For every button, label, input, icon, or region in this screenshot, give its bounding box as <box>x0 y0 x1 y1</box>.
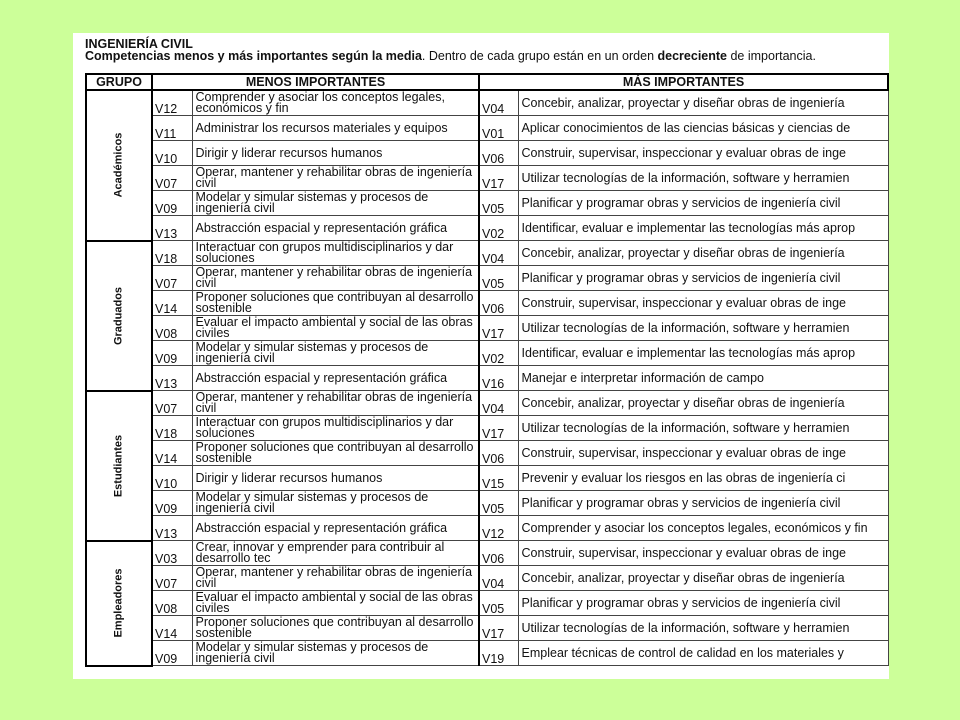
more-description: Construir, supervisar, inspeccionar y evaluar obras de inge <box>518 141 888 166</box>
table-row <box>86 391 888 416</box>
less-description: Modelar y simular sistemas y procesos de ingeniería civil <box>192 491 479 516</box>
less-description: Abstracción espacial y representación gráfica <box>192 366 479 391</box>
table-row <box>86 166 888 191</box>
document-subtitle <box>85 50 885 62</box>
less-description: Proponer soluciones que contribuyan al desarrollo sostenible <box>192 291 479 316</box>
more-description: Construir, supervisar, inspeccionar y evaluar obras de inge <box>518 541 888 566</box>
table-row <box>86 341 888 366</box>
more-code: V04 <box>479 566 518 591</box>
less-description: Operar, mantener y rehabilitar obras de ingeniería civil <box>192 166 479 191</box>
group-label: Estudiantes <box>112 434 125 497</box>
more-code: V05 <box>479 591 518 616</box>
more-description: Concebir, analizar, proyectar y diseñar obras de ingeniería <box>518 566 888 591</box>
subtitle-bold-2: decreciente <box>657 49 727 63</box>
less-description: Proponer soluciones que contribuyan al desarrollo sostenible <box>192 441 479 466</box>
less-description: Dirigir y liderar recursos humanos <box>192 141 479 166</box>
less-description: Operar, mantener y rehabilitar obras de ingeniería civil <box>192 566 479 591</box>
table-row <box>86 441 888 466</box>
less-description: Operar, mantener y rehabilitar obras de ingeniería civil <box>192 266 479 291</box>
less-description: Administrar los recursos materiales y equipos <box>192 116 479 141</box>
more-code: V17 <box>479 316 518 341</box>
less-description: Comprender y asociar los conceptos legales, económicos y fin <box>192 90 479 116</box>
more-code: V17 <box>479 616 518 641</box>
more-code: V06 <box>479 291 518 316</box>
less-description: Operar, mantener y rehabilitar obras de ingeniería civil <box>192 391 479 416</box>
table-row <box>86 291 888 316</box>
subtitle-text: . Dentro de cada grupo están en un orden <box>421 49 658 63</box>
table-row <box>86 366 888 391</box>
table-body <box>86 90 888 666</box>
document-title: INGENIERÍA CIVIL <box>85 37 193 51</box>
more-description: Manejar e interpretar información de campo <box>518 366 888 391</box>
less-description: Crear, innovar y emprender para contribuir al desarrollo tec <box>192 541 479 566</box>
less-code: V18 <box>152 416 192 441</box>
header-group: GRUPO <box>86 74 152 90</box>
more-description: Identificar, evaluar e implementar las tecnologías más aprop <box>518 216 888 241</box>
less-description: Abstracción espacial y representación gráfica <box>192 216 479 241</box>
more-description: Utilizar tecnologías de la información, software y herramien <box>518 166 888 191</box>
more-code: V16 <box>479 366 518 391</box>
table-row <box>86 241 888 266</box>
less-description: Evaluar el impacto ambiental y social de las obras civiles <box>192 316 479 341</box>
more-code: V05 <box>479 491 518 516</box>
more-description: Planificar y programar obras y servicios de ingeniería civil <box>518 266 888 291</box>
table-row <box>86 491 888 516</box>
less-code: V10 <box>152 141 192 166</box>
more-code: V02 <box>479 341 518 366</box>
table-row <box>86 141 888 166</box>
more-code: V04 <box>479 90 518 116</box>
less-code: V14 <box>152 441 192 466</box>
group-label: Académicos <box>112 132 125 198</box>
less-code: V07 <box>152 266 192 291</box>
less-code: V09 <box>152 491 192 516</box>
more-description: Utilizar tecnologías de la información, software y herramien <box>518 416 888 441</box>
group-label: Empleadores <box>112 568 125 638</box>
more-code: V06 <box>479 541 518 566</box>
competencies-table <box>85 73 889 667</box>
less-code: V09 <box>152 341 192 366</box>
more-description: Planificar y programar obras y servicios de ingeniería civil <box>518 491 888 516</box>
less-description: Proponer soluciones que contribuyan al desarrollo sostenible <box>192 616 479 641</box>
less-code: V08 <box>152 591 192 616</box>
less-code: V10 <box>152 466 192 491</box>
table-row <box>86 616 888 641</box>
more-code: V04 <box>479 391 518 416</box>
header-more-important: MÁS IMPORTANTES <box>479 74 888 90</box>
less-code: V07 <box>152 166 192 191</box>
less-code: V14 <box>152 616 192 641</box>
more-description: Planificar y programar obras y servicios de ingeniería civil <box>518 591 888 616</box>
less-code: V09 <box>152 641 192 666</box>
less-description: Interactuar con grupos multidisciplinarios y dar soluciones <box>192 241 479 266</box>
less-description: Dirigir y liderar recursos humanos <box>192 466 479 491</box>
more-code: V05 <box>479 266 518 291</box>
more-code: V06 <box>479 441 518 466</box>
more-description: Emplear técnicas de control de calidad en los materiales y <box>518 641 888 666</box>
group-cell <box>86 241 152 391</box>
table-row <box>86 316 888 341</box>
document-page <box>73 33 889 679</box>
header-less-important: MENOS IMPORTANTES <box>152 74 479 90</box>
more-description: Utilizar tecnologías de la información, software y herramien <box>518 616 888 641</box>
more-code: V02 <box>479 216 518 241</box>
table-row <box>86 191 888 216</box>
table-row <box>86 641 888 666</box>
more-description: Construir, supervisar, inspeccionar y evaluar obras de inge <box>518 291 888 316</box>
group-cell <box>86 541 152 666</box>
less-description: Interactuar con grupos multidisciplinarios y dar soluciones <box>192 416 479 441</box>
more-code: V12 <box>479 516 518 541</box>
more-code: V04 <box>479 241 518 266</box>
document-header <box>85 38 885 62</box>
table-row <box>86 591 888 616</box>
less-description: Evaluar el impacto ambiental y social de las obras civiles <box>192 591 479 616</box>
more-code: V15 <box>479 466 518 491</box>
less-code: V18 <box>152 241 192 266</box>
less-code: V14 <box>152 291 192 316</box>
more-description: Concebir, analizar, proyectar y diseñar obras de ingeniería <box>518 391 888 416</box>
table-row <box>86 466 888 491</box>
less-code: V13 <box>152 216 192 241</box>
more-description: Construir, supervisar, inspeccionar y evaluar obras de inge <box>518 441 888 466</box>
more-description: Identificar, evaluar e implementar las tecnologías más aprop <box>518 341 888 366</box>
less-code: V03 <box>152 541 192 566</box>
more-code: V17 <box>479 166 518 191</box>
less-code: V07 <box>152 391 192 416</box>
table-row <box>86 90 888 116</box>
more-code: V19 <box>479 641 518 666</box>
more-code: V01 <box>479 116 518 141</box>
less-description: Abstracción espacial y representación gráfica <box>192 516 479 541</box>
table-row <box>86 516 888 541</box>
table-row <box>86 266 888 291</box>
less-code: V09 <box>152 191 192 216</box>
less-code: V13 <box>152 516 192 541</box>
group-cell <box>86 391 152 541</box>
more-description: Aplicar conocimientos de las ciencias básicas y ciencias de <box>518 116 888 141</box>
less-description: Modelar y simular sistemas y procesos de ingeniería civil <box>192 191 479 216</box>
less-code: V13 <box>152 366 192 391</box>
more-code: V17 <box>479 416 518 441</box>
more-description: Prevenir y evaluar los riesgos en las obras de ingeniería ci <box>518 466 888 491</box>
less-description: Modelar y simular sistemas y procesos de ingeniería civil <box>192 641 479 666</box>
less-code: V08 <box>152 316 192 341</box>
table-row <box>86 116 888 141</box>
less-code: V07 <box>152 566 192 591</box>
more-description: Utilizar tecnologías de la información, software y herramien <box>518 316 888 341</box>
table-row <box>86 216 888 241</box>
more-description: Concebir, analizar, proyectar y diseñar obras de ingeniería <box>518 90 888 116</box>
less-code: V12 <box>152 90 192 116</box>
table-header-row <box>86 74 888 90</box>
less-code: V11 <box>152 116 192 141</box>
table-row <box>86 416 888 441</box>
table-row <box>86 566 888 591</box>
more-description: Planificar y programar obras y servicios de ingeniería civil <box>518 191 888 216</box>
less-description: Modelar y simular sistemas y procesos de ingeniería civil <box>192 341 479 366</box>
more-code: V05 <box>479 191 518 216</box>
more-description: Comprender y asociar los conceptos legales, económicos y fin <box>518 516 888 541</box>
table-row <box>86 541 888 566</box>
group-label: Graduados <box>112 286 125 345</box>
more-code: V06 <box>479 141 518 166</box>
group-cell <box>86 90 152 241</box>
subtitle-end: de importancia. <box>727 49 816 63</box>
subtitle-bold: Competencias menos y más importantes según la media <box>85 49 422 63</box>
more-description: Concebir, analizar, proyectar y diseñar obras de ingeniería <box>518 241 888 266</box>
